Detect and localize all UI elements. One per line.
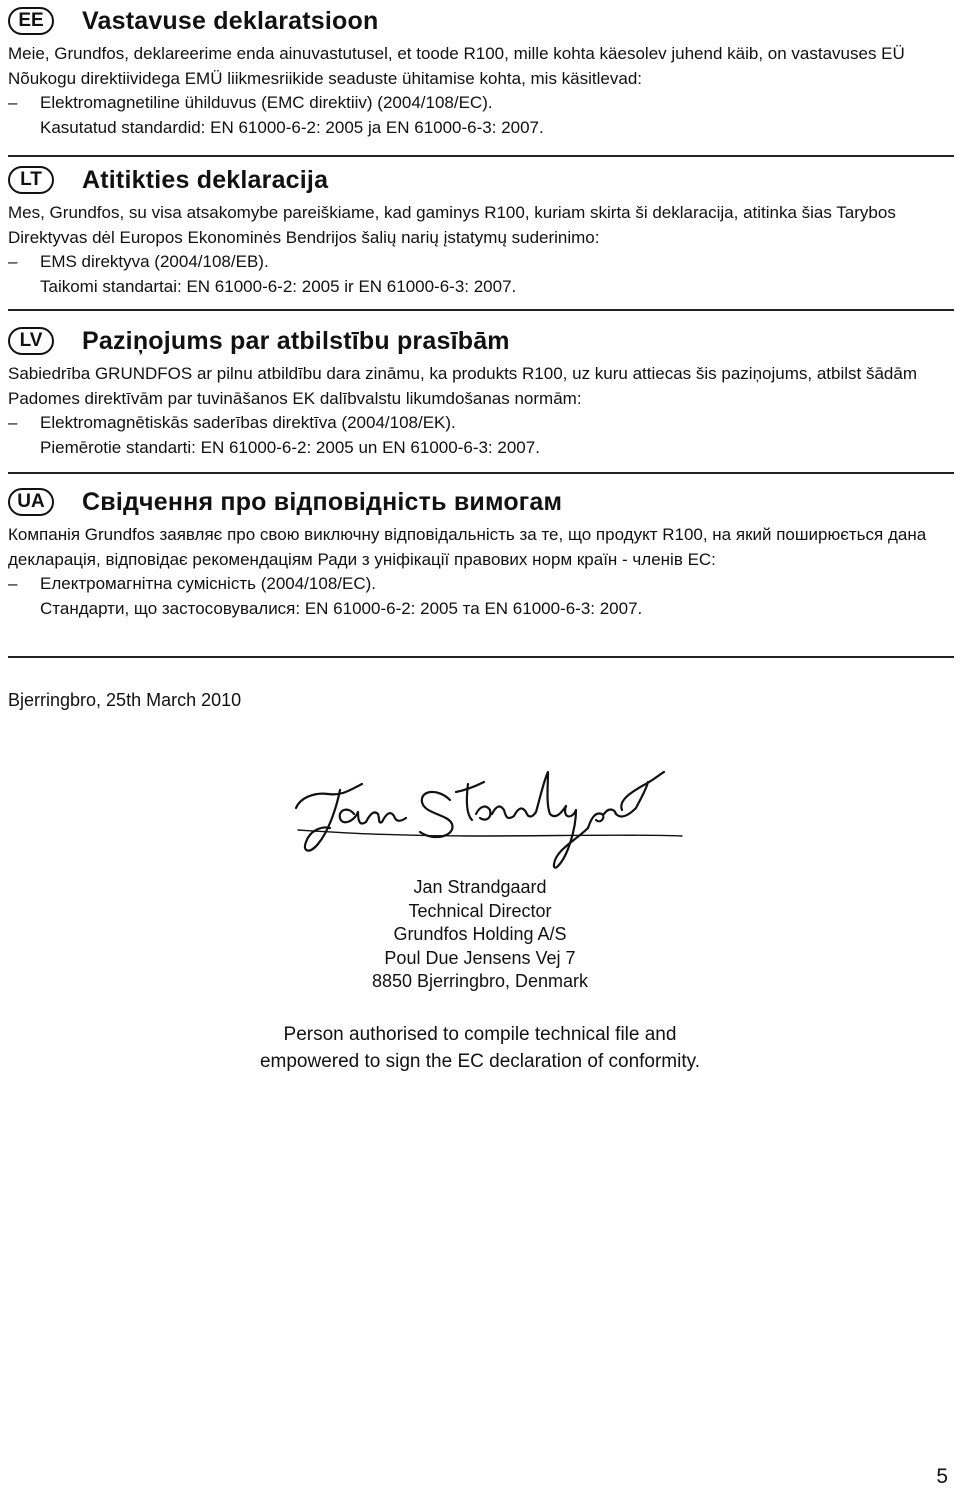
place-and-date: Bjerringbro, 25th March 2010 [8,690,242,710]
section-ua [8,483,954,658]
standards-text: Taikomi standartai: EN 61000-6-2: 2005 ir EN 61000-6-3: 2007. [40,276,517,296]
signer-role: Technical Director [408,900,552,921]
list-dash: – [8,93,18,112]
section-heading [8,483,954,523]
directive-item [8,91,954,140]
signer-company: Grundfos Holding A/S [393,924,567,944]
language-badge: LT [8,166,54,194]
section-lv [8,322,954,474]
standards-text: Стандарти, що застосовувалися: EN 61000-6-2: 2005 та EN 61000-6-3: 2007. [40,598,643,618]
authorisation-note [0,1021,960,1075]
directive-text: EMS direktyva (2004/108/EB). [40,252,269,271]
directive-text: Elektromagnetiline ühilduvus (EMC direktiiv) (2004/108/EC). [40,93,493,112]
note-line-1: Person authorised to compile technical file and [283,1024,677,1045]
standards-text: Kasutatud standardid: EN 61000-6-2: 2005 ja EN 61000-6-3: 2007. [40,117,544,137]
declaration-text: Компанія Grundfos заявляє про свою виключну відповідальність за те, що продукт R100, на який поширюється дана декларація, відповідає рекомендаціям Ради з уніфікації правових норм країн - членів ЕС: [8,525,927,569]
signature-name: Jan Strandgaard [270,770,278,771]
directive-item [8,572,954,621]
directive-item [8,250,954,299]
section-divider [8,309,954,311]
language-badge: LV [8,327,54,355]
signer-city: 8850 Bjerringbro, Denmark [371,971,589,991]
declaration-text: Sabiedrība GRUNDFOS ar pilnu atbildību dara zināmu, ka produkts R100, uz kuru attiecas šis paziņojums, atbilst šādām Padomes direktīvām par tuvināšanos EK dalībvalstu likumdošanas normām: [8,364,917,408]
section-divider [8,472,954,474]
section-lt [8,161,954,311]
standards-text: Piemērotie standarti: EN 61000-6-2: 2005 un EN 61000-6-3: 2007. [40,437,540,457]
directive-text: Електромагнітна сумісність (2004/108/ЕС). [40,574,376,593]
page-number: 5 [936,1465,948,1488]
directive-text: Elektromagnētiskās saderības direktīva (2004/108/EK). [40,413,456,432]
section-title: Atitikties deklaracija [82,166,329,194]
declaration-text: Mes, Grundfos, su visa atsakomybe pareiškiame, kad gaminys R100, kuriam skirta ši deklaracija, atitinka šias Tarybos Direktyvas dėl Europos Ekonominės Bendrijos šalių narių įstatymų suderinimo: [8,203,896,247]
list-dash: – [8,574,18,593]
section-heading [8,322,954,362]
list-dash: – [8,413,18,432]
declaration-text: Meie, Grundfos, deklareerime enda ainuvastutusel, et toode R100, mille kohta käesolev juhend käib, on vastavuses EÜ Nõukogu direktiividega EMÜ liikmesriikide seaduste ühitamise kohta, mis käsitlevad: [8,44,905,88]
signer-block [0,876,960,994]
list-dash: – [8,252,18,271]
section-title: Paziņojums par atbilstību prasībām [82,327,510,355]
note-line-2: empowered to sign the EC declaration of conformity. [259,1051,701,1072]
language-badge: UA [8,488,54,516]
section-divider [8,155,954,157]
section-ee [8,2,954,157]
section-title: Свідчення про відповідність вимогам [82,488,563,516]
section-divider [8,656,954,658]
language-badge: EE [8,7,54,35]
directive-item [8,411,954,460]
section-heading [8,161,954,201]
section-title: Vastavuse deklaratsioon [82,7,379,35]
signer-street: Poul Due Jensens Vej 7 [384,947,576,968]
signer-name: Jan Strandgaard [413,877,547,897]
signature-image [270,770,690,880]
section-heading [8,2,954,42]
